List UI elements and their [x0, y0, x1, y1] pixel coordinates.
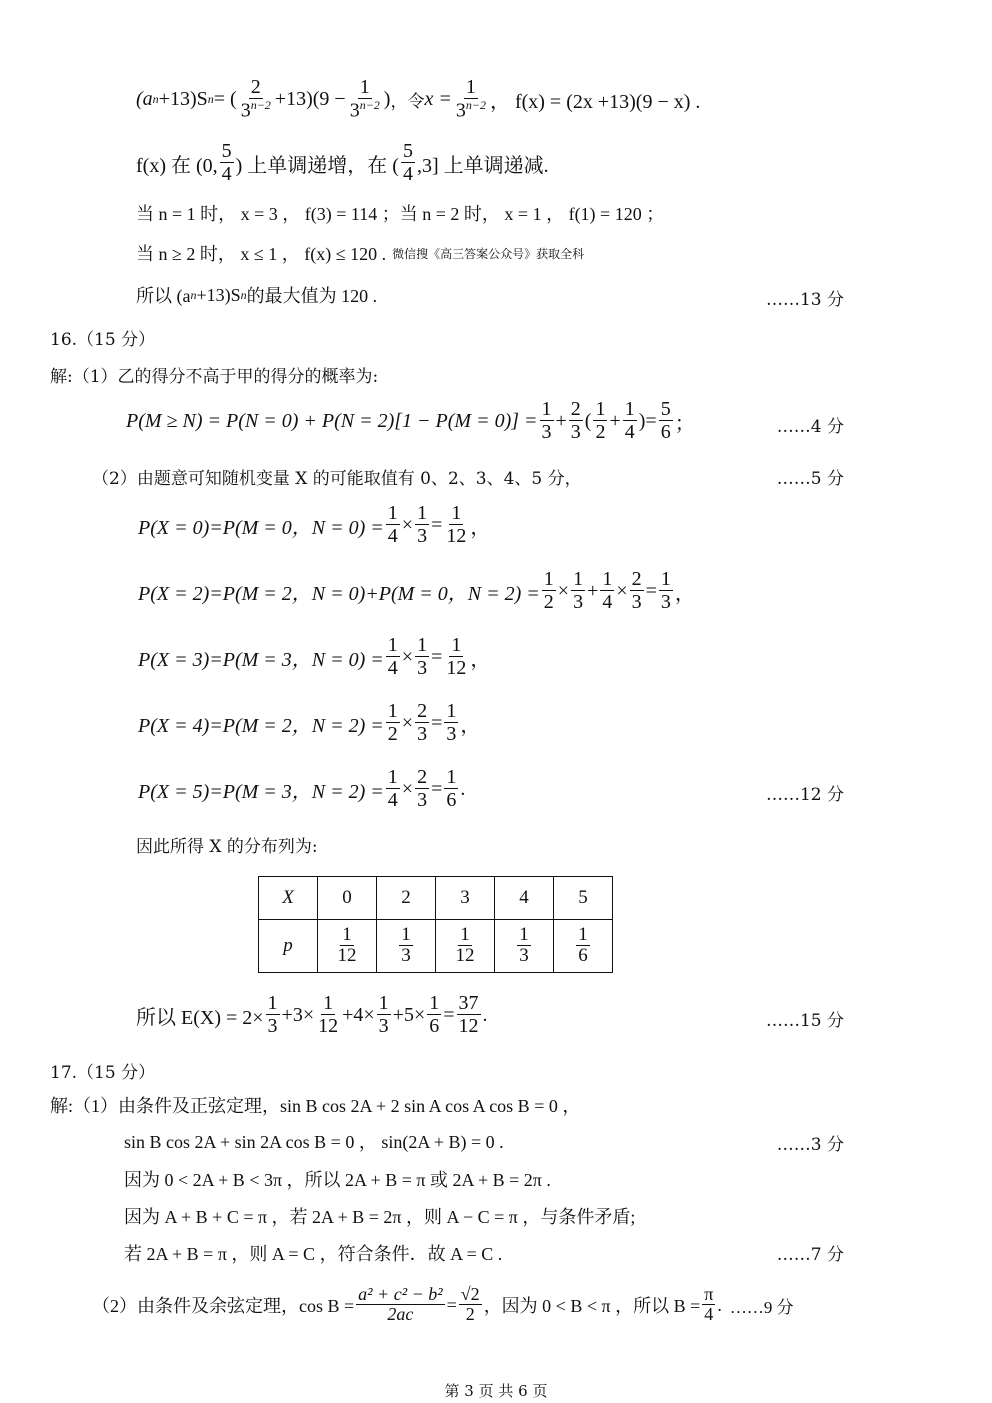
sub-n: n: [152, 91, 159, 106]
q17-line2-score: ……3 分: [776, 1135, 844, 1155]
q17-line6: （2）由条件及余弦定理，cos B = $\frac{\text{a² + c² − b²}}{2ac}$ = $\frac{√2}{2}$ ，因为 0 < B < π ，所以 B = $\frac{\pi}{4}$ . ……9 分: [92, 1284, 794, 1325]
fraction-5-4: $\frac{5}{4}$: [402, 140, 413, 185]
concl-b: +13)S: [196, 284, 241, 305]
q15-eq-open: = (: [213, 87, 237, 110]
q16-part1-intro: 解:（1）乙的得分不高于甲的得分的概率为:: [50, 367, 379, 387]
mono-b: ) 上单调递增，在 (: [235, 154, 399, 177]
px5: P(X = 5)=P(M = 3，N = 2) =: [138, 780, 384, 803]
fx-definition: ， f(x) = (2x +13)(9 − x) .: [489, 90, 701, 113]
q15-score: ……13 分: [765, 290, 844, 310]
frac-2-3: $\frac{2}{3}$: [570, 398, 581, 443]
ex-score: ……15 分: [765, 1011, 844, 1031]
frac-5-6: $\frac{5}{6}$: [660, 398, 671, 443]
sub-n: n: [207, 91, 214, 106]
q17-line1: 解:（1）由条件及正弦定理，sin B cos 2A + 2 sin A cos A cos B = 0 ，: [50, 1096, 581, 1116]
q17-line3: 因为 0 < 2A + B < 3π ，所以 2A + B = π 或 2A + B = 2π .: [124, 1170, 551, 1190]
frac-1-4: $\frac{1}{4}$: [624, 398, 635, 443]
table-cell: $\frac{1}{12}$: [436, 920, 495, 973]
px4: P(X = 4)=P(M = 2，N = 2) =: [138, 714, 384, 737]
q15-formula-line: [136, 74, 700, 124]
dist-intro: 因此所得 X 的分布列为:: [136, 837, 318, 857]
frac-num: 1: [465, 75, 476, 98]
q15-case-line: 当 n = 1 时， x = 3 ， f(3) = 114 ；当 n = 2 时， x = 1 ， f(1) = 120 ；: [136, 204, 665, 224]
frac-den: $3^{n-2}$: [455, 97, 486, 122]
table-cell: 0: [318, 877, 377, 920]
table-cell: $\frac{1}{12}$: [318, 920, 377, 973]
table-cell: 2: [377, 877, 436, 920]
q16-part2-intro: （2）由题意可知随机变量 X 的可能取值有 0、2、3、4、5 分，: [92, 469, 582, 489]
q17-line5-score: ……7 分: [776, 1245, 844, 1265]
frac-den: $3^{n-2}$: [349, 97, 380, 122]
fraction-1-over-3pow: [348, 77, 382, 122]
q16-part1-score: ……4 分: [776, 417, 844, 437]
sqrt2-fraction: $\frac{√2}{2}$: [460, 1284, 480, 1325]
p1-formula: P(M ≥ N) = P(N = 0) + P(N = 2)[1 − P(M = 0)] =: [126, 409, 538, 432]
px2: P(X = 2)=P(M = 2，N = 0)+P(M = 0，N = 2) =: [138, 582, 540, 605]
q15-plus13: +13)(9 −: [274, 87, 346, 110]
sub-n: n: [190, 287, 197, 302]
fraction-5-4: $\frac{5}{4}$: [221, 140, 232, 185]
q17-line5: 若 2A + B = π ，则 A = C ，符合条件．故 A = C .: [124, 1244, 503, 1264]
q17-line4: 因为 A + B + C = π ，若 2A + B = 2π ，则 A − C = π ，与条件矛盾;: [124, 1207, 636, 1227]
sub-n: n: [240, 287, 247, 302]
px2-line: P(X = 2)=P(M = 2，N = 0)+P(M = 0，N = 2) = $\frac{1}{2}$ × $\frac{1}{3}$ + $\frac{1}{4}$ × $\frac{2}{3}$ = $\frac{1}{3}$ ，: [138, 568, 695, 613]
case2-text: 当 n ≥ 2 时， x ≤ 1 ， f(x) ≤ 120 .: [136, 244, 387, 264]
table-cell: $\frac{1}{3}$: [377, 920, 436, 973]
table-cell: X: [259, 877, 318, 920]
frac-den: $3^{n-2}$: [240, 97, 271, 122]
q15-an-plus: +13)S: [158, 87, 208, 110]
table-cell: 4: [495, 877, 554, 920]
px3: P(X = 3)=P(M = 3，N = 0) =: [138, 648, 384, 671]
table-cell: $\frac{1}{3}$: [495, 920, 554, 973]
table-cell: p: [259, 920, 318, 973]
px-score: ……12 分: [765, 785, 844, 805]
ex-lead: 所以 E(X) = 2×: [136, 1006, 264, 1029]
table-cell: 3: [436, 877, 495, 920]
frac-1-3: $\frac{1}{3}$: [541, 398, 552, 443]
q15-case2-line: [136, 240, 584, 266]
concl-c: 的最大值为 120 .: [246, 286, 378, 306]
q17-heading: 17.（15 分）: [50, 1063, 156, 1083]
q15-an-lead: (a: [136, 87, 153, 110]
frac-num: 2: [250, 75, 261, 98]
table-cell: $\frac{1}{6}$: [554, 920, 613, 973]
px4-line: P(X = 4)=P(M = 2，N = 2) = $\frac{1}{2}$ × $\frac{2}{3}$ = $\frac{1}{3}$ ，: [138, 700, 481, 745]
q16-part2-score: ……5 分: [776, 469, 844, 489]
q16-part1-formula: P(M ≥ N) = P(N = 0) + P(N = 2)[1 − P(M = 0)] = $\frac{1}{3}$ + $\frac{2}{3}$ ( $\frac{1}{2}$ + $\frac{1}{4}$ )= $\frac{5}{6}$ ；: [126, 398, 695, 443]
mono-c: ,3] 上单调递减.: [416, 154, 549, 177]
fraction-x-def: [454, 77, 488, 122]
concl-a: 所以 (a: [136, 286, 191, 306]
cos-fraction: $\frac{\text{a² + c² − b²}}{2ac}$: [358, 1284, 443, 1325]
px5-line: P(X = 5)=P(M = 3，N = 2) = $\frac{1}{4}$ × $\frac{2}{3}$ = $\frac{1}{6}$ .: [138, 766, 466, 811]
frac-1-2: $\frac{1}{2}$: [595, 398, 606, 443]
frac-num: 1: [359, 75, 370, 98]
q16-heading: 16.（15 分）: [50, 330, 156, 350]
line6-a: （2）由条件及余弦定理，cos B =: [92, 1296, 355, 1316]
q17-line2: sin B cos 2A + sin 2A cos B = 0 ， sin(2A + B) = 0 .: [124, 1132, 504, 1152]
table-prob-row: [259, 920, 613, 973]
q15-conclusion: [136, 282, 377, 308]
table-cell: 5: [554, 877, 613, 920]
pi-fraction: $\frac{\pi}{4}$: [704, 1284, 714, 1325]
table-header-row: [259, 877, 613, 920]
watermark-text: 微信搜《高三答案公众号》获取全科: [392, 246, 585, 261]
px3-line: P(X = 3)=P(M = 3，N = 0) = $\frac{1}{4}$ × $\frac{1}{3}$ = $\frac{1}{12}$ ，: [138, 634, 491, 679]
px0: P(X = 0)=P(M = 0，N = 0) =: [138, 516, 384, 539]
let-text: ，令: [390, 91, 425, 111]
line6-b: ，因为 0 < B < π ，所以 B =: [483, 1296, 701, 1316]
page-footer: 第 3 页 共 6 页: [444, 1382, 548, 1400]
line6-score: ……9 分: [729, 1297, 794, 1317]
x-eq: x =: [424, 87, 452, 110]
q15-monotonic-line: [136, 138, 549, 188]
mono-a: f(x) 在 (0,: [136, 154, 218, 177]
fraction-2-over-3pow: [239, 77, 273, 122]
distribution-table: [258, 876, 613, 973]
close-paren: ): [383, 87, 391, 110]
expectation-line: 所以 E(X) = 2× $\frac{1}{3}$ +3× $\frac{1}{12}$ +4× $\frac{1}{3}$ +5× $\frac{1}{6}$ = $\frac{37}{12}$ .: [136, 992, 488, 1037]
px0-line: P(X = 0)=P(M = 0，N = 0) = $\frac{1}{4}$ × $\frac{1}{3}$ = $\frac{1}{12}$ ，: [138, 502, 491, 547]
